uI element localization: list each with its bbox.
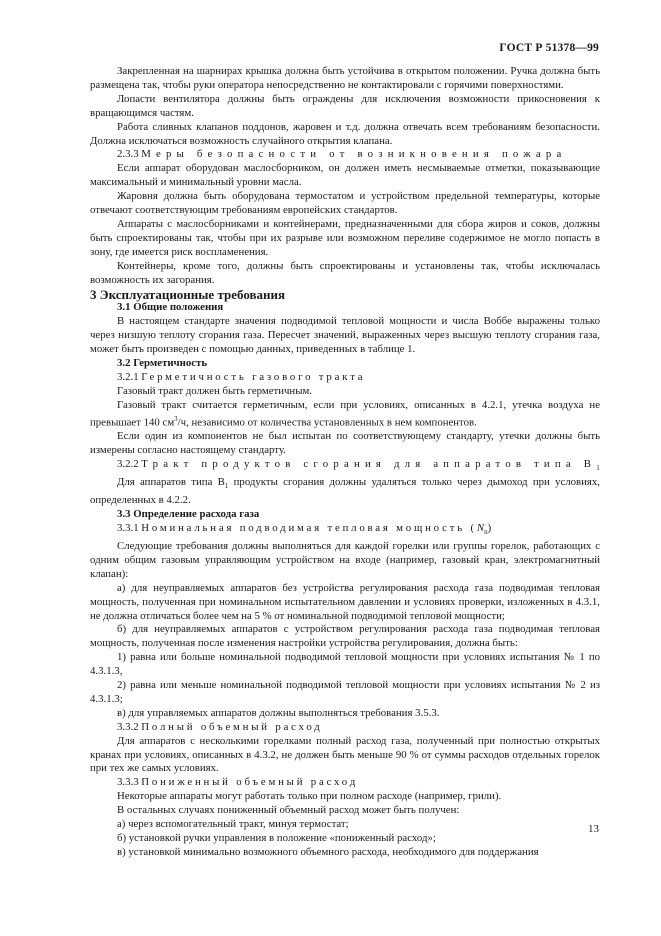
subsection-title: Полный объемный расход <box>141 720 323 733</box>
paragraph: Газовый тракт должен быть герметичным. <box>117 384 312 397</box>
paragraph-text: продукты сгорания должны удаляться только через дымоход при условиях, определенных в 4.2.2. <box>90 476 600 507</box>
document-body <box>90 65 600 860</box>
subsection-number: 3.3.1 <box>117 521 139 534</box>
subsection-heading-3-2-2 <box>90 458 600 476</box>
section-heading-3: 3 Эксплуатационные требования <box>90 286 286 302</box>
paragraph <box>90 399 600 430</box>
paragraph-text: Газовый тракт считается герметичным, если при условиях, описанных в 4.2.1, утечка воздуха не превышает 140 см <box>90 398 600 429</box>
paragraph-text: /ч, независимо от количества установленных в нем компонентов. <box>177 416 477 429</box>
subsection-number: 3.3.2 <box>117 720 139 733</box>
paragraph: Если аппарат оборудован маслосборником, он должен иметь несмываемые отметки, показывающие максимальный и минимальный уровни масла. <box>90 162 600 189</box>
paragraph: Следующие требования должны выполняться для каждой горелки или группы горелок, работающих с одним общим газовым управляющим устройством на входе (например, газовый кран, электромагнитный клапан): <box>90 539 600 580</box>
closing-paren: ) <box>487 521 492 534</box>
page-number: 13 <box>588 823 599 835</box>
paragraph: Лопасти вентилятора должны быть ограждены для исключения возможности прикосновения к вращающимся частям. <box>90 92 600 119</box>
subsection-heading-3-2: 3.2 Герметичность <box>117 357 208 370</box>
document-header: ГОСТ Р 51378—99 <box>499 42 599 54</box>
list-item: в) установкой минимально возможного объемного расхода, необходимого для поддержания <box>117 845 539 858</box>
paragraph: В настоящем стандарте значения подводимой тепловой мощности и числа Воббе выражены только через низшую теплоту сгорания газа. Пересчет значений, выраженных через высшую теплоту сгорания газа, может быть произведен с помощью данных, приведенных в таблице 1. <box>90 315 600 356</box>
subscript: 1 <box>596 464 600 473</box>
paragraph: Жаровня должна быть оборудована термостатом и устройством предельной температуры, которые отвечают соответствующим требованиям европейских стандартов. <box>90 190 600 217</box>
paragraph: Для аппаратов с несколькими горелками полный расход газа, полученный при полностью открытых кранах при условиях, описанных в 4.3.2, не должен быть меньше 90 % от суммы расходов отдельных горелок при тех же самых условиях. <box>90 734 600 775</box>
subsection-heading-3-3-1 <box>90 522 600 540</box>
subsection-heading-3-3: 3.3 Определение расхода газа <box>117 508 260 520</box>
paragraph: Контейнеры, кроме того, должны быть спроектированы и установлены так, чтобы исключалась возможность их загорания. <box>90 259 600 286</box>
paragraph: Работа сливных клапанов поддонов, жаровен и т.д. должна отвечать всем требованиям безопасности. Должна исключаться возможность случайного открытия клапана. <box>90 120 600 147</box>
subsection-number: 3.2.1 <box>117 370 139 383</box>
paragraph: Закрепленная на шарнирах крышка должна быть устойчива в открытом положении. Ручка должна быть размещена так, чтобы руки оператора непосредственно не контактировали с горячими поверхностями. <box>90 65 600 91</box>
subsection-title: Тракт продуктов сгорания для аппаратов типа В <box>141 457 597 470</box>
list-item: б) установкой ручки управления в положение «пониженный расход»; <box>117 832 436 844</box>
list-item: 1) равна или больше номинальной подводимой тепловой мощности при условиях испытания № 1 по 4.3.1.3, <box>90 651 600 678</box>
subsection-number: 2.3.3 <box>117 148 139 161</box>
subsection-heading-2-3-3 <box>90 148 600 162</box>
subsection-heading-3-3-2 <box>90 721 600 735</box>
superscript: 3 <box>174 414 178 423</box>
list-item: б) для неуправляемых аппаратов с устройством регулирования расхода газа подводимая тепловая мощность, полученная после изменения настройки устройства регулирования, должна быть: <box>90 623 600 650</box>
subsection-heading-3-1: 3.1 Общие положения <box>117 301 224 314</box>
subsection-title: Номинальная подводимая тепловая мощность ( <box>141 521 477 534</box>
subsection-number: 3.3.3 <box>117 776 139 789</box>
list-item: 2) равна или меньше номинальной подводимой тепловой мощности при условиях испытания № 2 из 4.3.1.3; <box>90 679 600 705</box>
subscript: n <box>484 528 488 537</box>
list-item: а) для неуправляемых аппаратов без устройства регулирования расхода газа подводимая тепловая мощность, полученная при номинальном испытательном давлении и условиях проверки, изложенных в 4.3.1, не должна отличаться более чем на 5 % от номинальной подводимой тепловой мощности; <box>90 581 600 622</box>
paragraph <box>90 476 600 508</box>
paragraph: В остальных случаях пониженный объемный расход может быть получен: <box>117 804 460 817</box>
subsection-title: Пониженный объемный расход <box>141 776 358 789</box>
list-item: в) для управляемых аппаратов должны выполняться требования 3.5.3. <box>117 706 440 719</box>
subsection-number: 3.2.2 <box>117 457 139 470</box>
subsection-heading-3-2-1 <box>90 371 600 385</box>
paragraph: Аппараты с маслосборниками и контейнерами, предназначенными для сбора жиров и соков, должны быть спроектированы так, чтобы при их разрыве или возможном переливе содержимое не могло попасть в зону, где имеется риск воспламенения. <box>90 217 600 258</box>
subsection-title: Меры безопасности от возникновения пожара <box>141 148 567 161</box>
symbol: N <box>476 521 485 534</box>
paragraph-text: Для аппаратов типа В <box>117 476 225 489</box>
paragraph: Если один из компонентов не был испытан по соответствующему стандарту, утечки должны быть измерены согласно настоящему стандарту. <box>90 430 600 457</box>
list-item: а) через вспомогательный тракт, минуя термостат; <box>117 818 349 831</box>
subscript: 1 <box>224 482 229 491</box>
subsection-heading-3-3-3 <box>90 776 600 790</box>
paragraph: Некоторые аппараты могут работать только при полном расходе (например, грили). <box>117 790 502 803</box>
subsection-title: Герметичность газового тракта <box>141 370 366 383</box>
